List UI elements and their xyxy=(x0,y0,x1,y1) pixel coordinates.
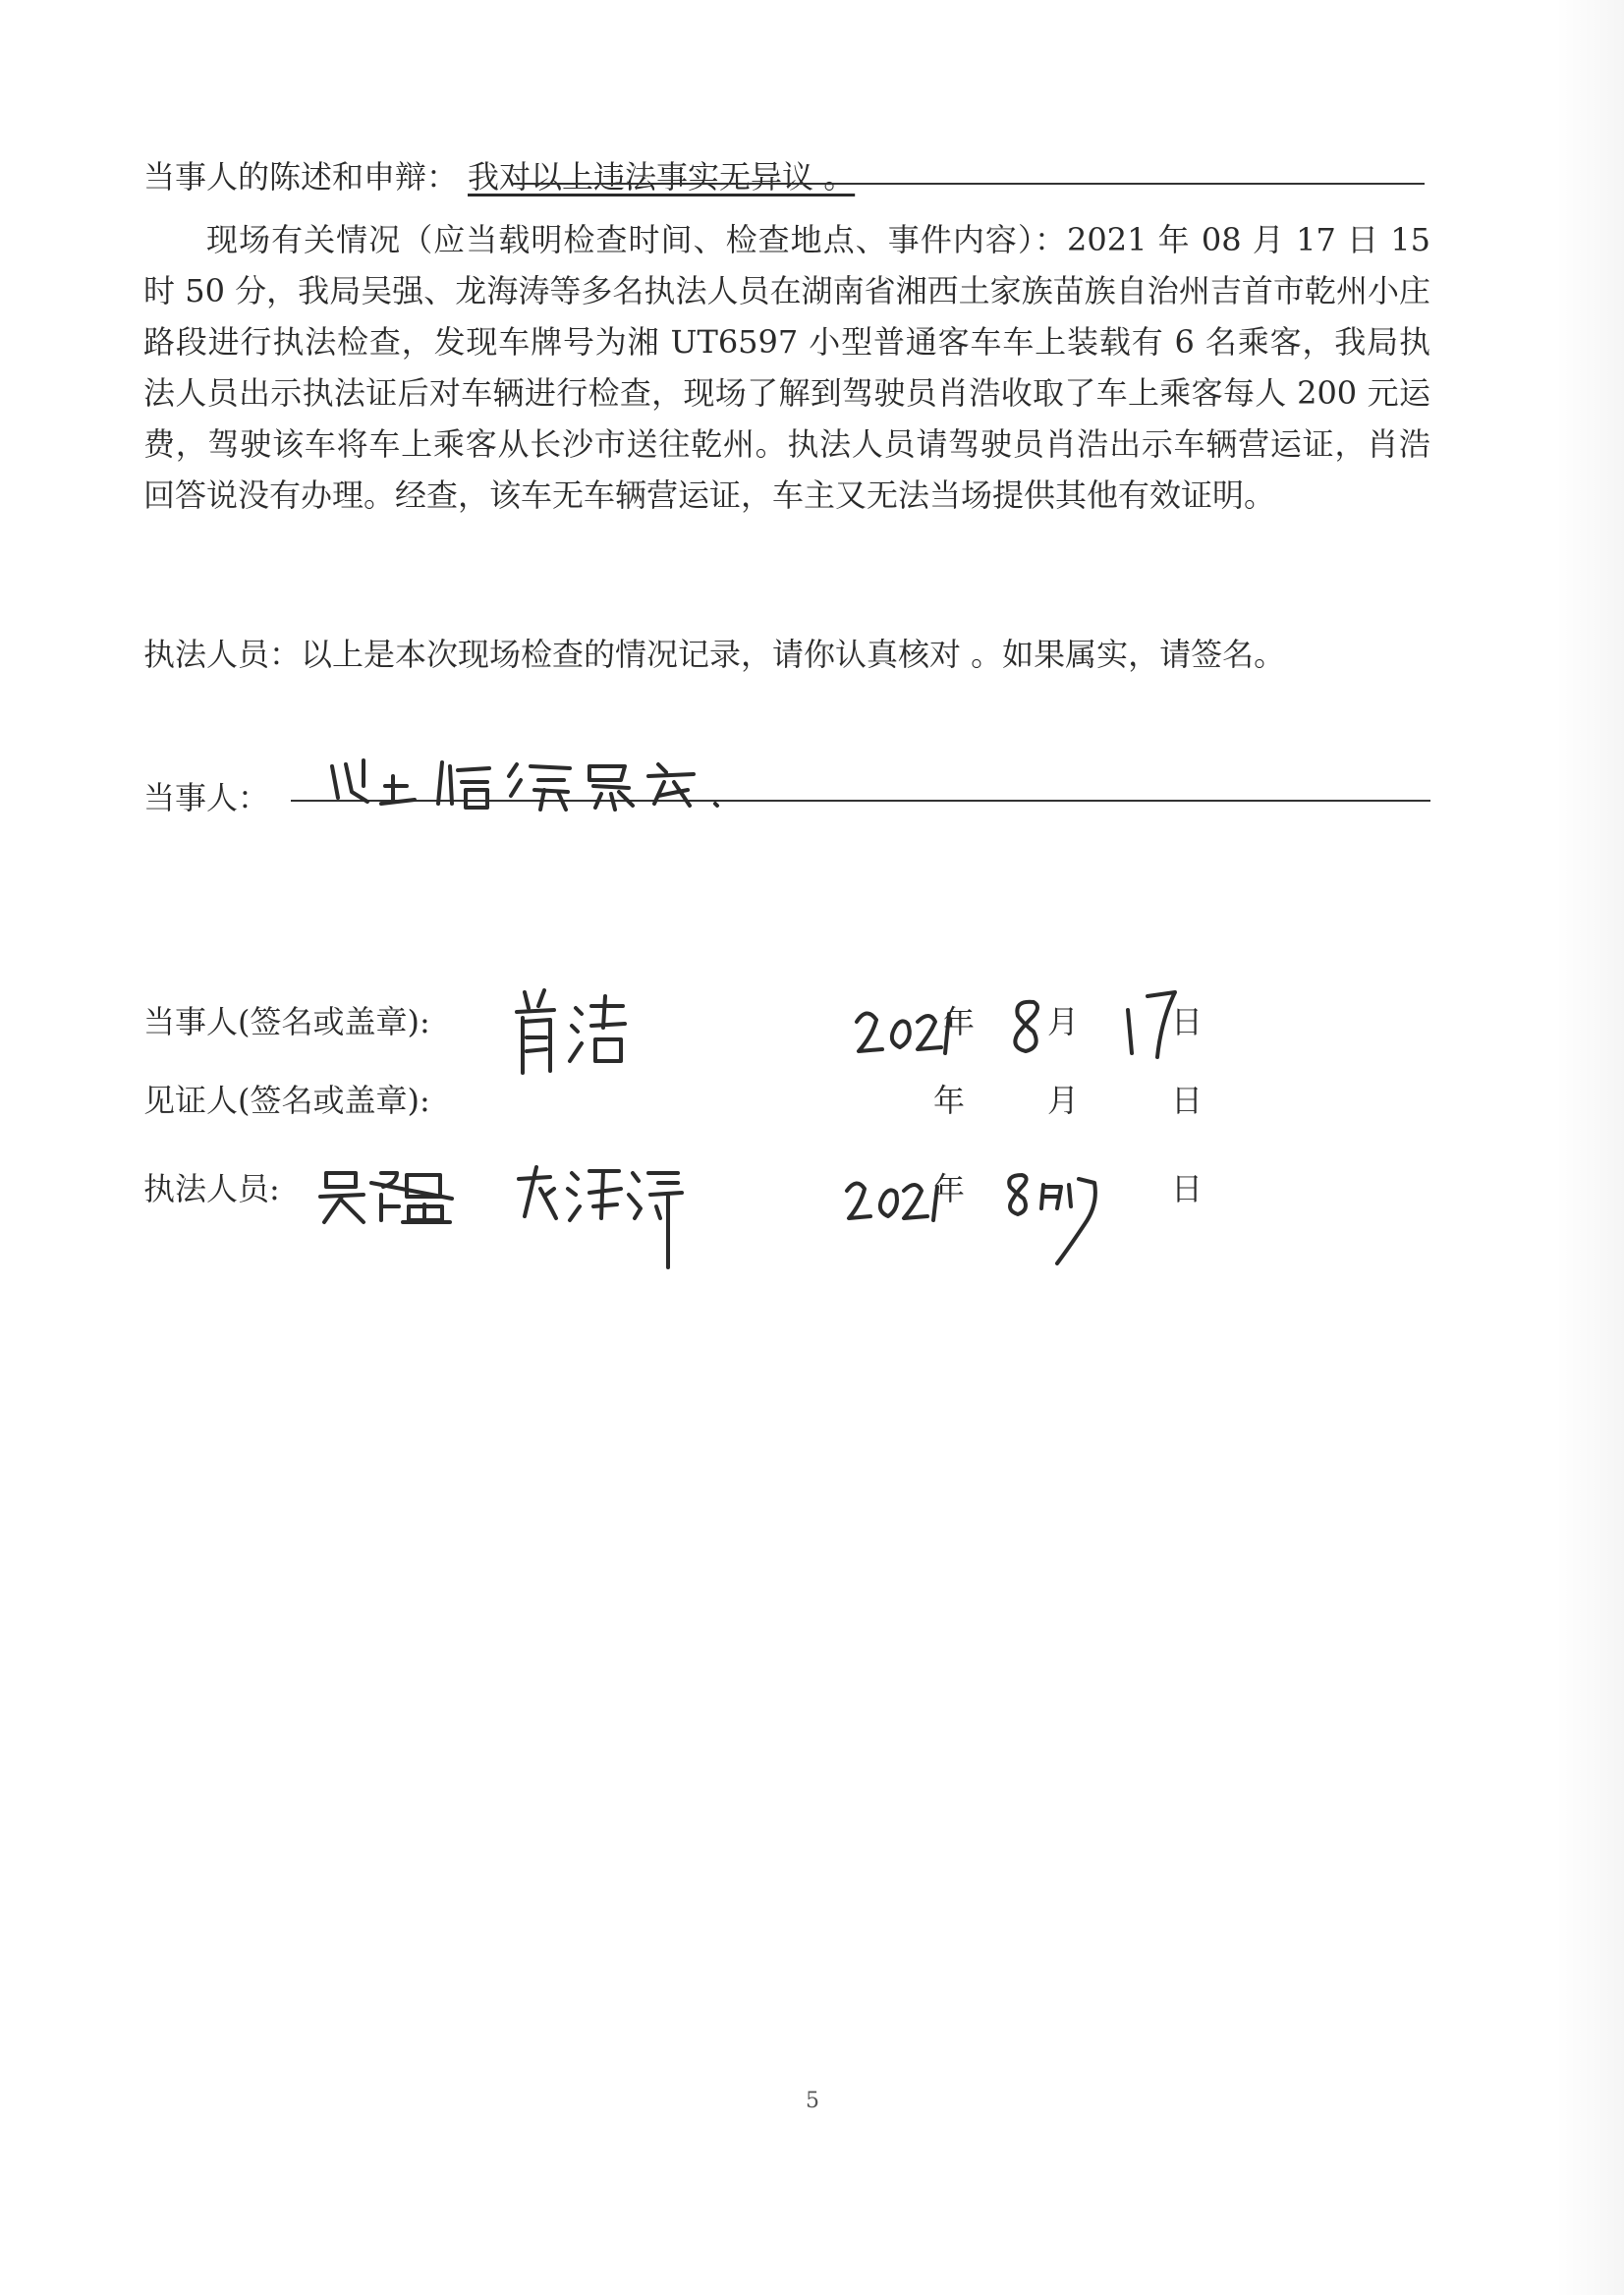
party-nian: 年 xyxy=(943,1003,976,1040)
statement-value: 我对以上违法事实无异议 。 xyxy=(468,158,856,196)
page-number: 5 xyxy=(806,2089,819,2113)
officer-signature-1 xyxy=(312,1161,460,1230)
handwritten-confirmation xyxy=(324,747,737,815)
party-signature xyxy=(507,982,635,1081)
officer-sign-month-day xyxy=(1000,1165,1098,1273)
witness-nian: 年 xyxy=(933,1082,966,1119)
officer-note: 执法人员：以上是本次现场检查的情况记录，请你认真核对 。如果属实，请签名。 xyxy=(143,636,1286,673)
witness-ri: 日 xyxy=(1171,1082,1204,1119)
witness-yue: 月 xyxy=(1047,1082,1080,1119)
statement-row xyxy=(143,157,1372,196)
officers-label: 执法人员: xyxy=(143,1170,280,1207)
statement-label: 当事人的陈述和申辩： xyxy=(143,158,459,196)
witness-label: 见证人(签名或盖章): xyxy=(143,1082,430,1119)
party-ri: 日 xyxy=(1171,1003,1204,1040)
officer-signature-2 xyxy=(511,1159,688,1277)
party-sign-month xyxy=(1004,992,1053,1061)
scan-shadow xyxy=(1555,0,1624,2295)
statement-underline xyxy=(511,183,1425,185)
situation-paragraph: 现场有关情况（应当载明检查时间、检查地点、事件内容）：2021 年 08 月 17 日 15 时 50 分，我局吴强、龙海涛等多名执法人员在湖南省湘西土家族苗族自治州吉首市乾州小庄路段进行执法检查，发现车牌号为湘 UT6597 小型普通客车车上装载有 6 名乘客，我局执法人员出示执法证后对车辆进行检查，现场了解到驾驶员肖浩收取了车上乘客每人 200 元运费，驾驶该车将车上乘客从长沙市送往乾州。执法人员请驾驶员肖浩出示车辆营运证，肖浩回答说没有办理。经查，该车无车辆营运证，车主又无法当场提供其他有效证明。 xyxy=(143,221,1430,514)
officer-nian: 年 xyxy=(933,1170,966,1207)
party-confirm-label: 当事人： xyxy=(143,779,270,816)
officer-ri: 日 xyxy=(1171,1170,1204,1207)
party-yue: 月 xyxy=(1047,1003,1080,1040)
party-signature-label: 当事人(签名或盖章): xyxy=(143,1003,430,1040)
